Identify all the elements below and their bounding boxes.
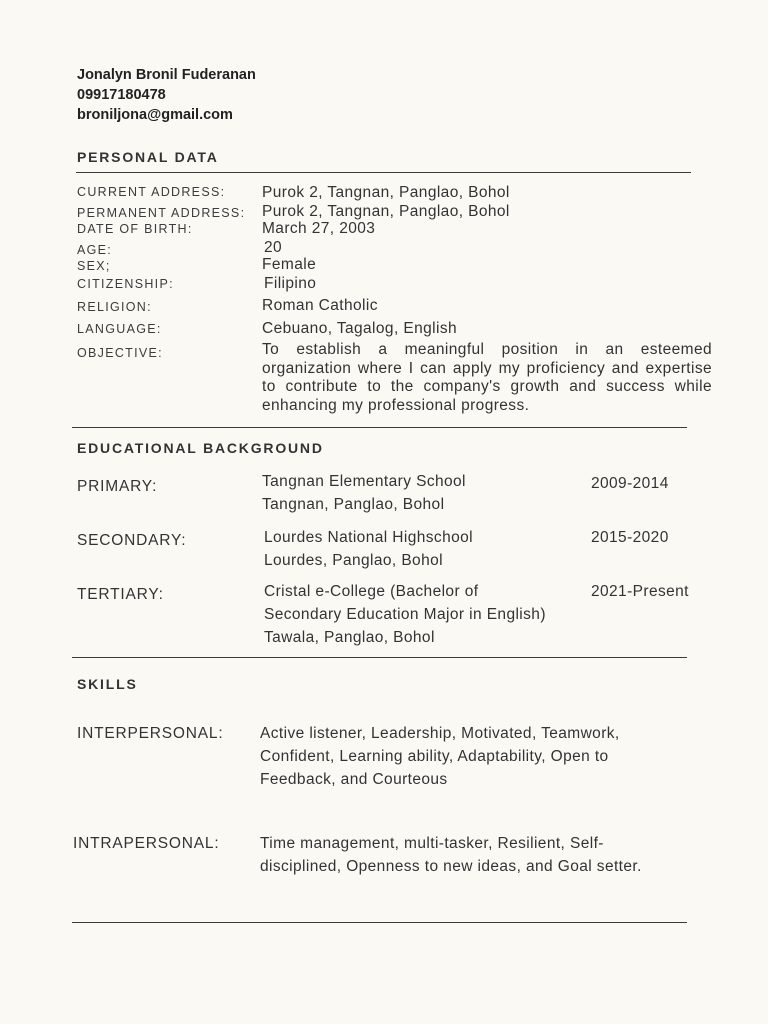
citizenship-value: Filipino — [264, 275, 317, 292]
tertiary-label: TERTIARY: — [77, 586, 164, 603]
section-divider — [72, 922, 687, 923]
interpersonal-label: INTERPERSONAL: — [77, 725, 224, 742]
intrapersonal-skills-line: Time management, multi-tasker, Resilient, Self- — [260, 835, 604, 852]
tertiary-years: 2021-Present — [591, 583, 689, 600]
permanent-address-label: PERMANENT ADDRESS: — [77, 206, 246, 220]
primary-years: 2009-2014 — [591, 475, 669, 492]
section-divider — [76, 172, 691, 173]
secondary-school-details — [264, 526, 473, 572]
interpersonal-skills-line: Confident, Learning ability, Adaptability, Open to — [260, 748, 609, 765]
section-divider — [72, 657, 687, 658]
intrapersonal-label: INTRAPERSONAL: — [73, 835, 220, 852]
primary-school-name: Tangnan Elementary School — [262, 473, 466, 490]
interpersonal-skills-line: Active listener, Leadership, Motivated, Teamwork, — [260, 725, 620, 742]
objective-text: To establish a meaningful position in an esteemed organization where I can apply my proficiency and expertise to contribute to the company's growth and success while enhancing my professional progress. — [262, 341, 712, 414]
applicant-name: Jonalyn Bronil Fuderanan — [77, 67, 256, 83]
section-divider — [72, 427, 687, 428]
primary-label: PRIMARY: — [77, 478, 158, 495]
tertiary-school-program: Secondary Education Major in English) — [264, 606, 546, 623]
current-address-label: CURRENT ADDRESS: — [77, 185, 226, 199]
permanent-address-value: Purok 2, Tangnan, Panglao, Bohol — [262, 203, 510, 220]
intrapersonal-skills-line: disciplined, Openness to new ideas, and Goal setter. — [260, 858, 642, 875]
skills-heading: SKILLS — [77, 676, 138, 692]
tertiary-school-name: Cristal e-College (Bachelor of — [264, 583, 479, 600]
personal-data-heading: PERSONAL DATA — [77, 149, 219, 165]
citizenship-label: CITIZENSHIP: — [77, 277, 174, 291]
sex-label: SEX; — [77, 259, 111, 273]
educational-background-heading: EDUCATIONAL BACKGROUND — [77, 440, 324, 456]
primary-school-details — [262, 470, 466, 516]
primary-school-address: Tangnan, Panglao, Bohol — [262, 496, 445, 513]
interpersonal-skills-line: Feedback, and Courteous — [260, 771, 448, 788]
religion-value: Roman Catholic — [262, 297, 378, 314]
tertiary-school-address: Tawala, Panglao, Bohol — [264, 629, 435, 646]
secondary-school-address: Lourdes, Panglao, Bohol — [264, 552, 443, 569]
language-label: LANGUAGE: — [77, 322, 162, 336]
phone-number: 09917180478 — [77, 87, 166, 103]
age-label: AGE: — [77, 243, 113, 257]
intrapersonal-skills — [260, 832, 642, 878]
secondary-school-name: Lourdes National Highschool — [264, 529, 473, 546]
date-of-birth-value: March 27, 2003 — [262, 220, 376, 237]
sex-value: Female — [262, 256, 317, 273]
language-value: Cebuano, Tagalog, English — [262, 320, 457, 337]
religion-label: RELIGION: — [77, 300, 152, 314]
interpersonal-skills — [260, 722, 620, 791]
email-address: broniljona@gmail.com — [77, 107, 233, 123]
objective-label: OBJECTIVE: — [77, 346, 163, 360]
secondary-label: SECONDARY: — [77, 532, 187, 549]
age-value: 20 — [264, 239, 283, 256]
tertiary-school-details — [264, 580, 546, 649]
secondary-years: 2015-2020 — [591, 529, 669, 546]
current-address-value: Purok 2, Tangnan, Panglao, Bohol — [262, 184, 510, 201]
date-of-birth-label: DATE OF BIRTH: — [77, 222, 193, 236]
